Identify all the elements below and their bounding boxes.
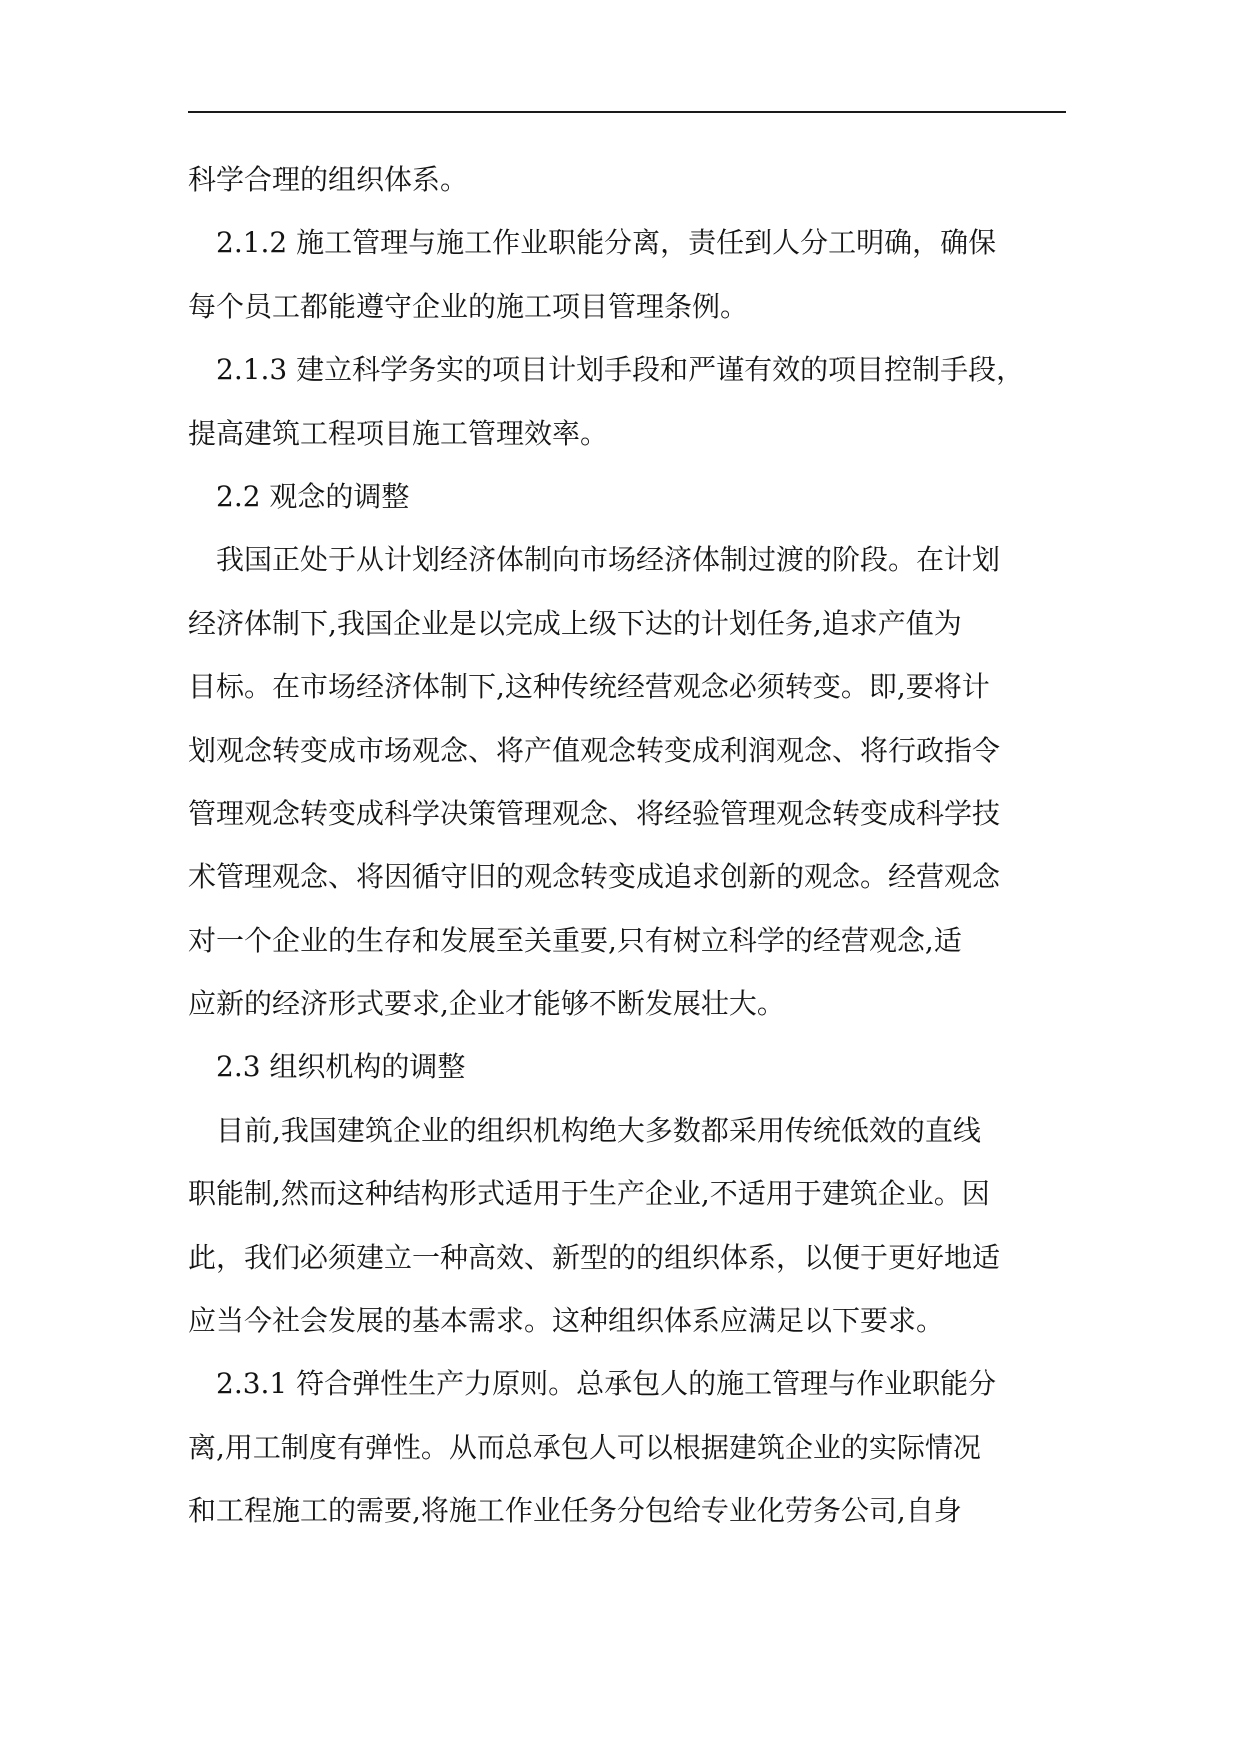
text-line: 目标。在市场经济体制下,这种传统经营观念必须转变。即,要将计 [188,670,990,704]
text-line: 目前,我国建筑企业的组织机构绝大多数都采用传统低效的直线 [216,1113,981,1147]
text-line: 2.1.3 建立科学务实的项目计划手段和严谨有效的项目控制手段， [216,353,1025,387]
body-text [188,148,1066,1543]
text-line: 2.1.2 施工管理与施工作业职能分离，责任到人分工明确，确保 [216,226,997,260]
text-line: 提高建筑工程项目施工管理效率。 [188,416,609,450]
text-line: 2.3 组织机构的调整 [216,1050,466,1084]
text-line: 科学合理的组织体系。 [188,163,469,196]
text-line: 每个员工都能遵守企业的施工项目管理条例。 [188,289,749,323]
text-line: 经济体制下,我国企业是以完成上级下达的计划任务,追求产值为 [188,606,962,640]
text-line: 管理观念转变成科学决策管理观念、将经验管理观念转变成科学技 [188,796,1001,830]
text-line: 此，我们必须建立一种高效、新型的的组织体系，以便于更好地适 [188,1240,1001,1274]
text-line: 离,用工制度有弹性。从而总承包人可以根据建筑企业的实际情况 [188,1430,981,1464]
text-line: 应新的经济形式要求,企业才能够不断发展壮大。 [188,987,785,1021]
text-line: 职能制,然而这种结构形式适用于生产企业,不适用于建筑企业。因 [188,1177,990,1211]
text-line: 我国正处于从计划经济体制向市场经济体制过渡的阶段。在计划 [216,543,1001,577]
text-line: 术管理观念、将因循守旧的观念转变成追求创新的观念。经营观念 [188,860,1001,894]
header-rule [188,111,1066,113]
text-line: 2.3.1 符合弹性生产力原则。总承包人的施工管理与作业职能分 [216,1367,997,1401]
text-line: 对一个企业的生存和发展至关重要,只有树立科学的经营观念,适 [188,923,962,957]
text-line: 划观念转变成市场观念、将产值观念转变成利润观念、将行政指令 [188,733,1001,767]
text-line: 和工程施工的需要,将施工作业任务分包给专业化劳务公司,自身 [188,1494,962,1528]
text-line: 2.2 观念的调整 [216,479,410,513]
text-line: 应当今社会发展的基本需求。这种组织体系应满足以下要求。 [188,1304,945,1338]
